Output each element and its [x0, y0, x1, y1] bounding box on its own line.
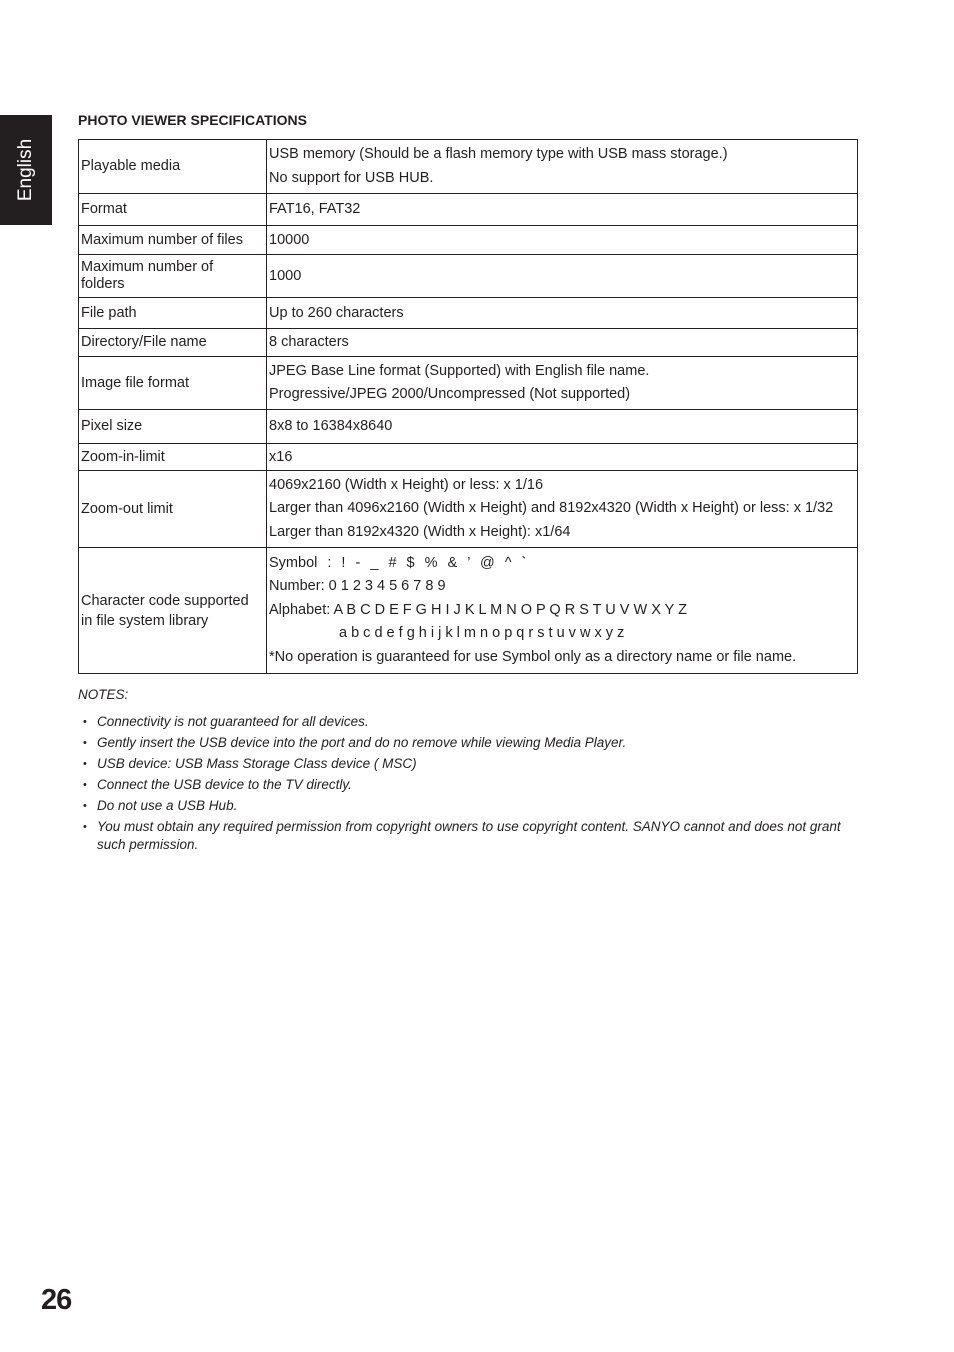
list-item: • Connect the USB device to the TV directly.	[83, 777, 352, 792]
table-row	[79, 194, 858, 226]
table-row	[79, 471, 858, 548]
spec-label: Maximum number of folders	[79, 255, 267, 298]
spec-table	[78, 139, 858, 674]
bullet-icon: •	[83, 758, 87, 770]
bullet-icon: •	[83, 737, 87, 749]
spec-value: x16	[267, 444, 858, 471]
table-row	[79, 444, 858, 471]
list-item: • Do not use a USB Hub.	[83, 798, 238, 813]
spec-value: 8 characters	[267, 329, 858, 357]
spec-label: Character code supported in file system library	[79, 548, 267, 674]
spec-value: FAT16, FAT32	[267, 194, 858, 226]
bullet-icon: •	[83, 800, 87, 812]
spec-label: Playable media	[79, 140, 267, 194]
notes-list	[78, 713, 848, 857]
spec-label: File path	[79, 298, 267, 329]
table-row	[79, 329, 858, 357]
table-row	[79, 298, 858, 329]
bullet-icon: •	[83, 716, 87, 728]
bullet-icon: •	[83, 779, 87, 791]
spec-label: Zoom-out limit	[79, 471, 267, 548]
section-title: PHOTO VIEWER SPECIFICATIONS	[78, 112, 307, 128]
list-item: • Connectivity is not guaranteed for all devices.	[83, 714, 369, 729]
list-item: • USB device: USB Mass Storage Class device ( MSC)	[83, 756, 417, 771]
table-row	[79, 226, 858, 255]
language-tab-label: English	[15, 138, 36, 202]
spec-label: Maximum number of files	[79, 226, 267, 255]
spec-value: 4069x2160 (Width x Height) or less: x 1/16 Larger than 4096x2160 (Width x Height) and 8192x4320 (Width x Height) or less: x 1/32 Larger than 8192x4320 (Width x Height): x1/64	[267, 471, 858, 548]
list-item: • Gently insert the USB device into the port and do no remove while viewing Media Player.	[83, 735, 627, 750]
table-row	[79, 357, 858, 410]
spec-label: Directory/File name	[79, 329, 267, 357]
table-row	[79, 548, 858, 674]
language-tab	[0, 115, 52, 225]
page-number: 26	[41, 1284, 72, 1316]
spec-value: Symbol : ! - _ # $ % & ’ @ ^ ` Number: 0 1 2 3 4 5 6 7 8 9 Alphabet: A B C D E F G H I J K L M N O P Q R S T U V W X Y Z a b c d e f g h i j k l m n o p q r s t u v w x y z *No operation is guaranteed for use Symbol only as a directory name or file name.	[267, 548, 858, 674]
spec-label: Image file format	[79, 357, 267, 410]
spec-value: Up to 260 characters	[267, 298, 858, 329]
spec-value: 10000	[267, 226, 858, 255]
spec-value: JPEG Base Line format (Supported) with English file name. Progressive/JPEG 2000/Uncompressed (Not supported)	[267, 357, 858, 410]
spec-value: USB memory (Should be a flash memory type with USB mass storage.) No support for USB HUB.	[267, 140, 858, 194]
table-row	[79, 410, 858, 444]
spec-value: 1000	[267, 255, 858, 298]
spec-value: 8x8 to 16384x8640	[267, 410, 858, 444]
spec-label: Pixel size	[79, 410, 267, 444]
list-item: • You must obtain any required permission from copyright owners to use copyright content. SANYO cannot and does not grant such permission.	[83, 819, 841, 852]
table-row	[79, 140, 858, 194]
notes-title: NOTES:	[78, 687, 129, 702]
spec-label: Zoom-in-limit	[79, 444, 267, 471]
spec-label: Format	[79, 194, 267, 226]
table-row	[79, 255, 858, 298]
bullet-icon: •	[83, 821, 87, 833]
